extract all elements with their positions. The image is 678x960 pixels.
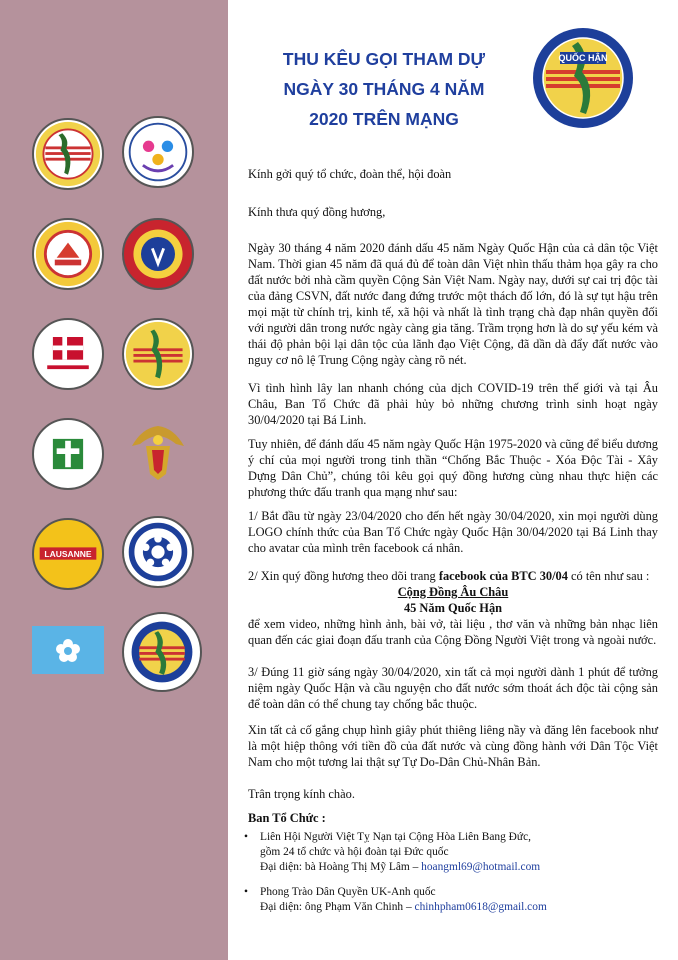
org-1-email-link[interactable]: hoangml69@hotmail.com [421,861,541,873]
danish-community-logo [32,318,104,390]
org-2-representative: Đại diện: ông Phạm Văn Chinh – chinhpham0618@gmail.com [260,901,547,913]
paragraph-4: Xin tất cả cố gắng chụp hình giây phút thiêng liêng nầy và đăng lên facebook như là một hiệp thông với tiền đồ của đất nước và cùng đồng hành với Dân Tộc Việt Nam cho một tương lai thật sự Tự Do-Dân Chủ-Nhân Bản. [248,723,658,769]
org-1-members: gồm 24 tổ chức và hội đoàn tại Đức quốc [260,846,449,858]
item-2 [248,568,658,584]
facebook-page-name-2: 45 Năm Quốc Hận [403,601,503,615]
greeting-compatriots: Kính thưa quý đồng hương, [248,205,386,219]
svg-text:LAUSANNE: LAUSANNE [44,548,92,559]
item-2-suffix: có tên như sau : [567,569,650,583]
vietnam-map-logo [32,118,104,190]
paragraph-1: Ngày 30 tháng 4 năm 2020 đánh dấu 45 năm Ngày Quốc Hận của cả dân tộc Việt Nam. Thời gian 45 năm đã quá đủ để toàn dân Việt nhìn thấu thảm họa gây ra cho đất nước bởi nhà cầm quyền Cộng Sản Việt Nam. Ngày nay, dưới sự cai trị độc tài của đảng CSVN, đất nước đang đứng trước một thách đố lớn, đó là sự tụt hậu trên mọi mặt từ chính trị, kinh tế, xã hội và nhất là tình trạng chà đạp nhân quyền đối với người dân trong nước ngày càng gia tăng. Trầm trọng hơn là do sự yếu kém và thái độ phản bội lại dân tộc của lãnh đạo Việt Cộng, đã dần dà đẩy đất nước vào nguy cơ nô lệ Trung Cộng ngày càng rõ nét. [248,241,658,367]
btc-facebook-link[interactable]: facebook của BTC 30/04 [438,569,568,583]
military-emblem-logo [122,416,194,488]
organizer-item [244,885,654,915]
organizer-item [244,830,654,875]
org-2-email-link[interactable]: chinhpham0618@gmail.com [414,901,547,913]
page-title [244,44,524,134]
item-3: 3/ Đúng 11 giờ sáng ngày 30/04/2020, xin tất cả mọi người dành 1 phút để tưởng niệm ngày Quốc Hận và cầu nguyện cho đất nước sớm thoát ách độc tài cộng sản để toàn dân có thể chung tay chống bắc thuộc. [248,665,658,711]
bullet-icon: • [244,886,248,898]
emblem-label: QUỐC HẬN [558,53,608,63]
org-1-name: Liên Hội Người Việt Tỵ Nạn tại Cộng Hòa Liên Bang Đức, [260,831,531,843]
bullet-icon: • [244,831,248,843]
organizer-list [244,830,654,915]
title-line-1: THU KÊU GỌI THAM DỰ [282,49,486,69]
organizer-heading: Ban Tổ Chức : [248,811,326,825]
closing: Trân trọng kính chào. [248,787,355,801]
org-1-representative: Đại diện: bà Hoàng Thị Mỹ Lâm – hoangml69@hotmail.com [260,861,541,873]
vovinam-logo [122,218,194,290]
liege-community-logo [32,218,104,290]
lausanne-logo [32,518,104,590]
item-1: 1/ Bắt đầu từ ngày 23/04/2020 cho đến hết ngày 30/04/2020, xin mọi người dùng LOGO chính thức của Ban Tổ Chức ngày Quốc Hận 30/04/2020 tại Bá Linh thay cho avatar của mình trên facebook cá nhân. [248,509,658,555]
item-2-details: để xem video, những hình ảnh, bài vở, tài liệu , thơ văn và những bản nhạc liên quan đến các giai đoạn đấu tranh của Cộng Đồng Người Việt trong và ngoài nước. [248,617,658,647]
logo-sidebar [0,0,228,960]
quoc-han-small-logo [122,612,202,692]
title-line-3: 2020 TRÊN MẠNG [309,109,459,129]
blue-flag-logo [32,626,104,674]
quoc-han-emblem [524,26,642,130]
paragraph-2: Vì tình hình lây lan nhanh chóng của dịch COVID-19 trên thế giới và tại Âu Châu, Ban Tổ Chức đã phải hủy bỏ những chương trình sinh hoạt ngày 30/04/2020 tại Bá Linh. [248,381,658,427]
paragraph-3: Tuy nhiên, để đánh dấu 45 năm ngày Quốc Hận 1975-2020 và cũng để biểu dương ý chí của mọi người trong tinh thần “Chống Bắc Thuộc - Xóa Độc Tài - Xây Dựng Dân Chủ”, chúng tôi kêu gọi quý đồng hương cùng nhau thực hiện các phương thức đấu tranh qua mạng như sau: [248,437,658,499]
brotherhood-democracy-logo [122,516,194,588]
civil-rights-logo [122,116,194,188]
org-2-name: Phong Trào Dân Quyền UK-Anh quốc [260,886,436,898]
vietnam-flag-map-logo [122,318,194,390]
facebook-page-name-1[interactable]: Cộng Đồng Âu Châu [397,585,509,599]
title-line-2: NGÀY 30 THÁNG 4 NĂM [283,79,485,99]
letter-panel [228,0,678,960]
trung-tam-muc-vu-logo [32,418,104,490]
item-2-prefix: 2/ Xin quý đồng hương theo dõi trang [248,569,439,583]
greeting-organizations: Kính gởi quý tổ chức, đoàn thể, hội đoàn [248,167,452,181]
